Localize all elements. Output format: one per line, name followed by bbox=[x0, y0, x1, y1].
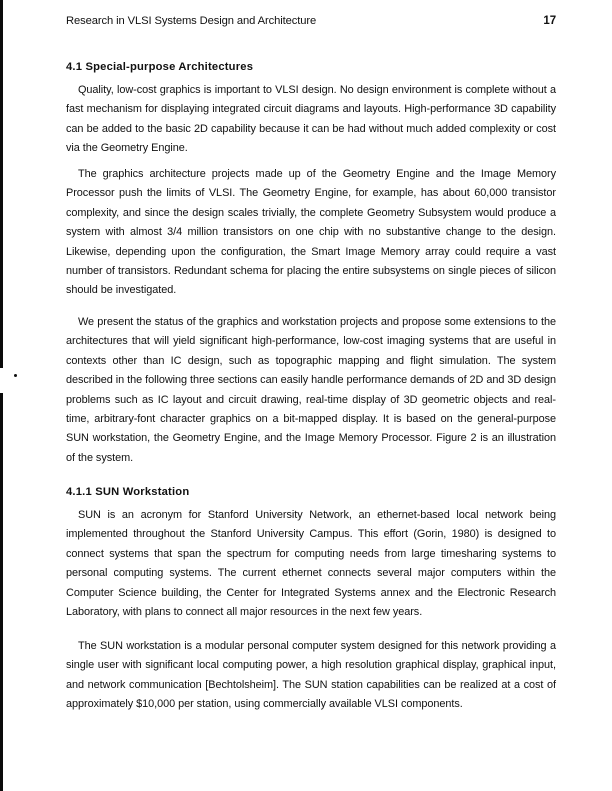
running-title: Research in VLSI Systems Design and Architecture bbox=[66, 15, 317, 27]
section-heading: 4.1 Special-purpose Architectures bbox=[66, 61, 254, 73]
scan-edge-border bbox=[0, 0, 3, 368]
scan-edge-border bbox=[0, 393, 3, 791]
paragraph: The graphics architecture projects made up of the Geometry Engine and the Image Memory Processor push the limits of VLSI. The Geometry Engine, for example, has about 60,000 transistor complexity, and since the design scales trivially, the complete Geometry Subsystem would produce a system with almost 3/4 million transistors on one chip with no substantive change to the design. Likewise, depending upon the configuration, the Smart Image Memory array could require a vast number of transistors. Redundant schema for placing the entire subsystems on single pieces of silicon should be investigated. bbox=[66, 168, 556, 297]
paragraph: The SUN workstation is a modular personal computer system designed for this network providing a single user with significant local computing power, a high resolution graphical display, graphical input, and network communication [Bechtolsheim]. The SUN station capabilities can be realized at a cost of approximately $10,000 per station, using commercially available VLSI components. bbox=[66, 640, 556, 711]
page-number: 17 bbox=[543, 15, 556, 27]
section-heading: 4.1.1 SUN Workstation bbox=[66, 486, 190, 498]
scan-artifact-dot bbox=[14, 374, 17, 377]
paragraph: SUN is an acronym for Stanford University Network, an ethernet-based local network being implemented throughout the Stanford University Campus. This effort (Gorin, 1980) is designed to connect systems that span the spectrum for computing needs from large timesharing systems to personal computing systems. The current ethernet connects several major computers within the Computer Science building, the Center for Integrated Systems annex and the Electronic Research Laboratory, with plans to connect all major resources in the next few years. bbox=[66, 509, 556, 619]
running-header bbox=[66, 15, 556, 27]
paragraph: Quality, low-cost graphics is important to VLSI design. No design environment is complete without a fast mechanism for displaying integrated circuit diagrams and layouts. High-performance 3D capability can be added to the basic 2D capability because it can be had without much added complexity or cost via the Geometry Engine. bbox=[66, 84, 556, 155]
paragraph: We present the status of the graphics and workstation projects and propose some extensions to the architectures that will yield significant high-performance, low-cost imaging systems that are useful in contexts other than IC design, such as topographic mapping and flight simulation. The system described in the following three sections can easily handle performance demands of 2D and 3D design problems such as IC layout and circuit drawing, real-time display of 3D geometric objects and real-time, arbitrary-font character graphics on a bit-mapped display. It is based on the general-purpose SUN workstation, the Geometry Engine, and the Image Memory Processor. Figure 2 is an illustration of the system. bbox=[66, 316, 556, 464]
